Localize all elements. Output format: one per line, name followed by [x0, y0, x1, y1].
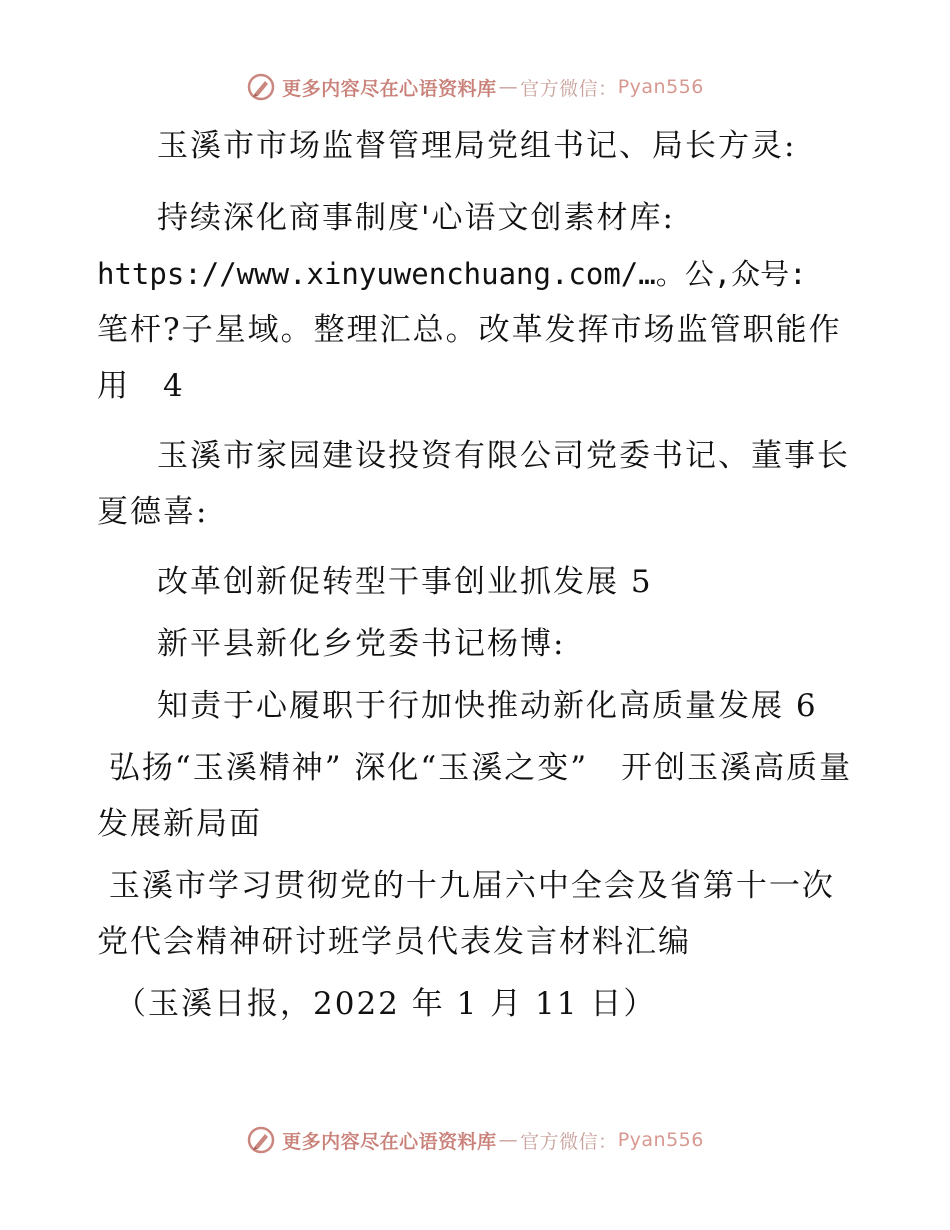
watermark-separator: —: [498, 1129, 519, 1151]
watermark-footer: [0, 1125, 950, 1155]
speaker-line-3: 新平县新化乡党委书记杨博:: [157, 626, 566, 662]
title-line-2: 改革创新促转型干事创业抓发展 5: [157, 564, 653, 600]
url-line: https://www.xinyuwenchuang.com/…。公,众号:: [97, 257, 807, 291]
watermark-main-text: 更多内容尽在心语资料库: [282, 77, 497, 100]
document-body: [97, 118, 857, 1032]
speaker-line-1: 玉溪市市场监督管理局党组书记、局长方灵:: [157, 128, 797, 164]
section-heading-2: 玉溪市学习贯彻党的十九届六中全会及省第十一次党代会精神研讨班学员代表发言材料汇编: [97, 868, 835, 960]
title-line-3: 知责于心履职于行加快推动新化高质量发展 6: [157, 688, 818, 724]
section-heading-1: 弘扬“玉溪精神” 深化“玉溪之变” 开创玉溪高质量发展新局面: [97, 750, 853, 842]
watermark-header: [0, 72, 950, 102]
watermark-wechat-id: Pyan556: [617, 76, 704, 98]
watermark-separator: —: [498, 76, 519, 98]
title-line-1-cont: 笔杆?子星域。整理汇总。改革发挥市场监管职能作用 4: [97, 312, 842, 404]
watermark-wechat-id: Pyan556: [617, 1129, 704, 1151]
source-line: （玉溪日报，2022 年 1 月 11 日）: [115, 986, 657, 1022]
watermark-main-text: 更多内容尽在心语资料库: [282, 1130, 497, 1153]
speaker-line-2: 玉溪市家园建设投资有限公司党委书记、董事长夏德喜:: [97, 438, 850, 530]
watermark-wechat-label: 官方微信：: [520, 77, 618, 100]
pen-logo-icon: [246, 72, 276, 102]
pen-logo-icon: [246, 1125, 276, 1155]
title-line-1: 持续深化商事制度'心语文创素材库:: [157, 200, 675, 236]
watermark-wechat-label: 官方微信：: [520, 1130, 618, 1153]
